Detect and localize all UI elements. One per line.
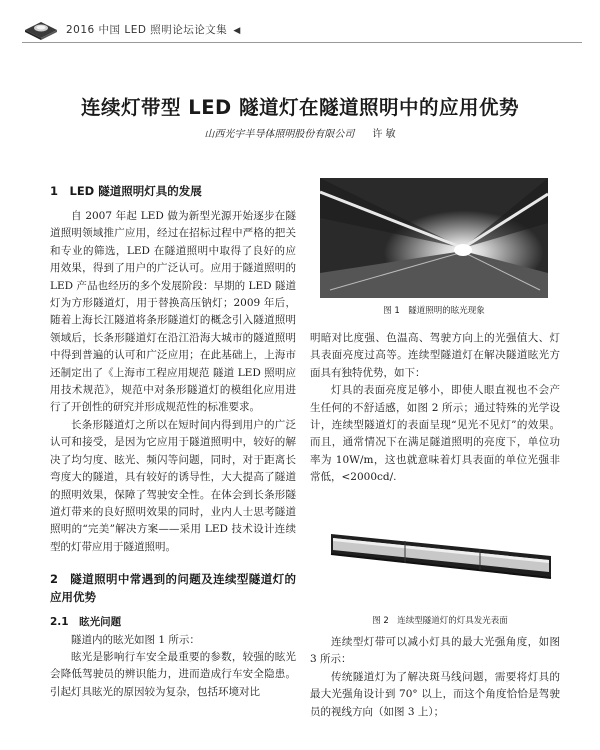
- section-2-1-paragraph-1: 隧道内的眩光如图 1 所示：: [71, 633, 200, 646]
- right-column-lower: [310, 634, 560, 721]
- author-affiliation: 山西光宇半导体照明股份有限公司: [204, 129, 355, 140]
- section-2-heading: 2 隧道照明中常遇到的问题及连续型隧道灯的应用优势: [50, 572, 296, 605]
- right-paragraph-2: 灯具的表面亮度足够小，即使人眼直视也不会产生任何的不舒适感，如图 2 所示；通过特殊的光学设计，连续型隧道灯的表面呈现“见光不见灯”的效果。而且，通常情况下在满足隧道照明的亮度下，单位功率为 10W/m，这也就意味着灯具表面的单位光强非常低，<2000cd/.: [310, 384, 560, 484]
- led-chip-logo-icon: [22, 16, 60, 40]
- paper-title: 连续灯带型 LED 隧道灯在隧道照明中的应用优势: [80, 96, 519, 119]
- right-paragraph-1: 明暗对比度强、色温高、驾驶方向上的光强值大、灯具表面亮度过高等。连续型隧道灯在解决隧道眩光方面具有独特优势，如下：: [310, 332, 560, 379]
- right-paragraph-3: 连续型灯带可以减小灯具的最大光强角度，如图 3 所示：: [310, 636, 560, 666]
- header-arrow-icon: ◀: [233, 26, 241, 36]
- header-title: 2016 中国 LED 照明论坛论文集: [66, 24, 228, 36]
- figure-1-caption: 图 1 隧道照明的眩光现象: [383, 306, 485, 316]
- section-2-1-paragraph-2: 眩光是影响行车安全最重要的参数，较强的眩光会降低驾驶员的辨识能力，进而造成行车安全隐患。引起灯具眩光的原因较为复杂，包括环境对比: [50, 650, 296, 698]
- author-name: 许 敏: [372, 129, 396, 140]
- author-line: [0, 125, 600, 140]
- right-column-upper: [310, 330, 560, 487]
- running-header: [22, 14, 322, 44]
- section-1-paragraph-1: 自 2007 年起 LED 做为新型光源开始逐步在隧道照明领域推广应用，经过在招标过程中严格的把关和专业的筛选，LED 在隧道照明中取得了良好的应用效果，得到了用户的广泛认可。应用于隧道照明的 LED 产品也经历的多个发展阶段：早期的 LED 隧道灯为方形隧道灯，用于替换高压钠灯；2009 年后，随着上海长江隧道将条形隧道灯的概念引入隧道照明领域后，长条形隧道灯在沿江沿海大城市的隧道照明中得到普遍的认可和广泛应用；在此基础上，上海市还制定出了《上海市工程应用规范 隧道 LED 照明应用技术规范》，规范中对条形隧道灯的模组化应用进行了开创性的研究并形成规范性的标准要求。: [50, 210, 296, 414]
- figure-1-tunnel-photo: [320, 178, 548, 298]
- figure-2-lamp-photo: [325, 520, 557, 600]
- header-text: [66, 22, 241, 37]
- figure-2-caption: 图 2 连续型隧道灯的灯具发光表面: [372, 616, 508, 626]
- section-1-paragraph-2: 长条形隧道灯之所以在短时间内得到用户的广泛认可和接受，是因为它应用于隧道照明中，较好的解决了均匀度、眩光、频闪等问题，同时，对于距离长弯度大的隧道，具有较好的诱导性，大大提高了隧道的照明效果，保障了驾驶安全性。在体会到长条形隧道灯带来的良好照明效果的同时，业内人士思考隧道照明的“完美”解决方案——采用 LED 技术设计连续型的灯带应用于隧道照明。: [50, 418, 296, 553]
- section-2-1-heading: 2.1 眩光问题: [50, 616, 122, 629]
- section-1-heading: 1 LED 隧道照明灯具的发展: [50, 184, 202, 198]
- header-rule: [22, 42, 582, 43]
- right-paragraph-4: 传统隧道灯为了解决斑马线问题，需要将灯具的最大光强角设计到 70° 以上，而这个角度恰恰是驾驶员的视线方向（如图 3 上）；: [310, 670, 560, 718]
- left-column: [50, 182, 296, 701]
